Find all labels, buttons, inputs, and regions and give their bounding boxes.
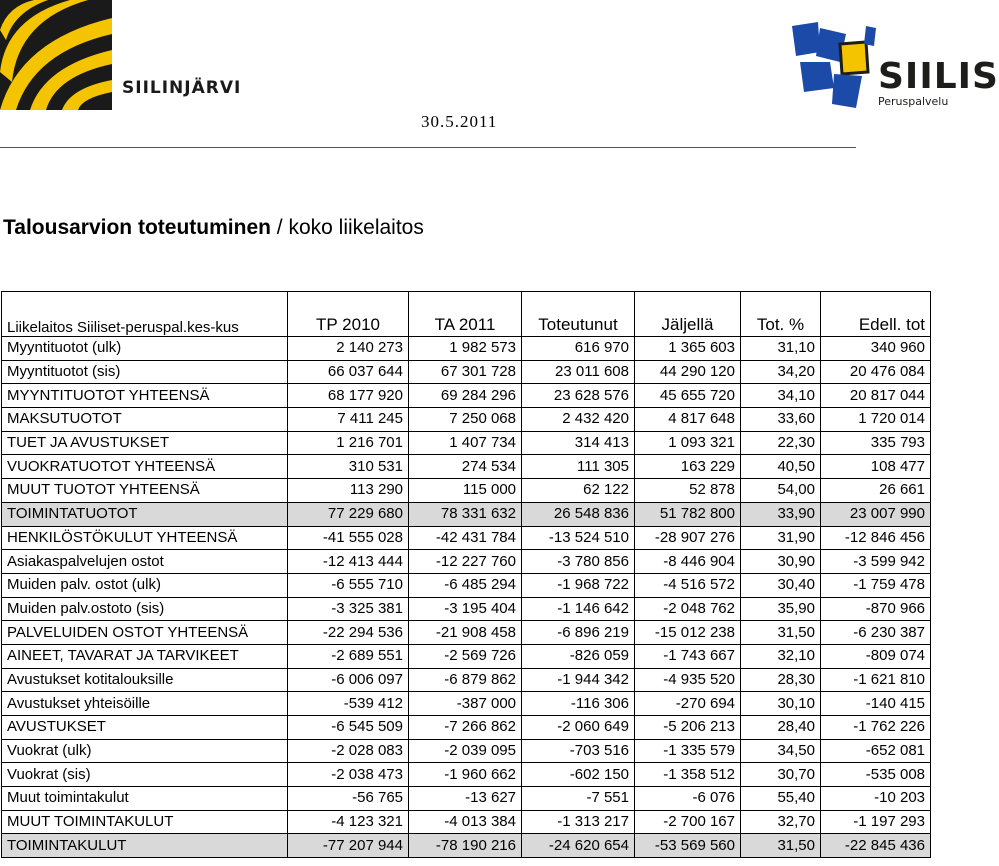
row-value-cell: 1 365 603 bbox=[635, 337, 741, 361]
row-value-cell: -2 048 762 bbox=[635, 597, 741, 621]
row-value-cell: -78 190 216 bbox=[409, 834, 522, 858]
row-value-cell: -6 555 710 bbox=[288, 573, 409, 597]
row-label: TOIMINTAKULUT bbox=[2, 834, 288, 858]
row-value-cell: 335 793 bbox=[821, 431, 931, 455]
column-header-toteutunut: Toteutunut bbox=[522, 292, 635, 337]
table-row bbox=[2, 526, 931, 550]
row-value-cell: 33,90 bbox=[741, 502, 821, 526]
row-value-cell: -1 960 662 bbox=[409, 763, 522, 787]
table-row bbox=[2, 384, 931, 408]
row-value-cell: -870 966 bbox=[821, 597, 931, 621]
budget-table bbox=[1, 291, 931, 858]
column-header-unit: Liikelaitos Siiliset-peruspal.kes-kus bbox=[2, 292, 288, 337]
row-value-cell: -2 028 083 bbox=[288, 739, 409, 763]
row-value-cell: -24 620 654 bbox=[522, 834, 635, 858]
column-header-ta2011: TA 2011 bbox=[409, 292, 522, 337]
siiliset-brand-subtext: Peruspalvelu bbox=[878, 95, 949, 108]
row-value-cell: -28 907 276 bbox=[635, 526, 741, 550]
row-value-cell: -6 230 387 bbox=[821, 621, 931, 645]
row-value-cell: -4 013 384 bbox=[409, 810, 522, 834]
row-value-cell: 55,40 bbox=[741, 787, 821, 811]
row-value-cell: 108 477 bbox=[821, 455, 931, 479]
row-value-cell: -270 694 bbox=[635, 692, 741, 716]
table-row bbox=[2, 621, 931, 645]
row-label: PALVELUIDEN OSTOT YHTEENSÄ bbox=[2, 621, 288, 645]
row-value-cell: -8 446 904 bbox=[635, 550, 741, 574]
row-value-cell: 31,10 bbox=[741, 337, 821, 361]
row-value-cell: 66 037 644 bbox=[288, 360, 409, 384]
row-value-cell: 30,70 bbox=[741, 763, 821, 787]
row-label: AINEET, TAVARAT JA TARVIKEET bbox=[2, 644, 288, 668]
row-value-cell: 34,10 bbox=[741, 384, 821, 408]
row-value-cell: -6 896 219 bbox=[522, 621, 635, 645]
row-value-cell: -1 146 642 bbox=[522, 597, 635, 621]
row-value-cell: -12 227 760 bbox=[409, 550, 522, 574]
siilinjarvi-logo bbox=[0, 0, 240, 110]
table-row bbox=[2, 408, 931, 432]
row-label: MAKSUTUOTOT bbox=[2, 408, 288, 432]
row-value-cell: -826 059 bbox=[522, 644, 635, 668]
row-value-cell: 31,50 bbox=[741, 621, 821, 645]
row-label: TUET JA AVUSTUKSET bbox=[2, 431, 288, 455]
table-body bbox=[2, 337, 931, 858]
row-value-cell: 34,20 bbox=[741, 360, 821, 384]
row-value-cell: -12 413 444 bbox=[288, 550, 409, 574]
table-row bbox=[2, 479, 931, 503]
row-value-cell: 2 140 273 bbox=[288, 337, 409, 361]
row-value-cell: -6 006 097 bbox=[288, 668, 409, 692]
row-value-cell: 52 878 bbox=[635, 479, 741, 503]
row-value-cell: -3 195 404 bbox=[409, 597, 522, 621]
document-date: 30.5.2011 bbox=[421, 112, 498, 131]
row-value-cell: -2 060 649 bbox=[522, 716, 635, 740]
row-value-cell: -1 759 478 bbox=[821, 573, 931, 597]
row-label: Myyntituotot (sis) bbox=[2, 360, 288, 384]
row-value-cell: -12 846 456 bbox=[821, 526, 931, 550]
row-value-cell: 616 970 bbox=[522, 337, 635, 361]
row-value-cell: -41 555 028 bbox=[288, 526, 409, 550]
row-value-cell: -3 599 942 bbox=[821, 550, 931, 574]
row-value-cell: 115 000 bbox=[409, 479, 522, 503]
row-value-cell: -1 743 667 bbox=[635, 644, 741, 668]
table-row bbox=[2, 337, 931, 361]
row-label: Myyntituotot (ulk) bbox=[2, 337, 288, 361]
row-value-cell: -4 516 572 bbox=[635, 573, 741, 597]
row-value-cell: -1 944 342 bbox=[522, 668, 635, 692]
column-header-tot-percent: Tot. % bbox=[741, 292, 821, 337]
row-label: Vuokrat (sis) bbox=[2, 763, 288, 787]
row-value-cell: 30,90 bbox=[741, 550, 821, 574]
row-value-cell: -535 008 bbox=[821, 763, 931, 787]
table-row bbox=[2, 739, 931, 763]
row-value-cell: -539 412 bbox=[288, 692, 409, 716]
row-value-cell: 32,10 bbox=[741, 644, 821, 668]
table-row bbox=[2, 573, 931, 597]
row-value-cell: 111 305 bbox=[522, 455, 635, 479]
row-value-cell: 30,40 bbox=[741, 573, 821, 597]
row-value-cell: 113 290 bbox=[288, 479, 409, 503]
row-value-cell: -13 524 510 bbox=[522, 526, 635, 550]
row-value-cell: -2 700 167 bbox=[635, 810, 741, 834]
row-label: AVUSTUKSET bbox=[2, 716, 288, 740]
row-value-cell: -1 621 810 bbox=[821, 668, 931, 692]
row-value-cell: 20 476 084 bbox=[821, 360, 931, 384]
row-value-cell: 163 229 bbox=[635, 455, 741, 479]
siiliset-emblem-icon bbox=[790, 22, 876, 110]
row-value-cell: 1 093 321 bbox=[635, 431, 741, 455]
row-value-cell: 7 250 068 bbox=[409, 408, 522, 432]
row-value-cell: -21 908 458 bbox=[409, 621, 522, 645]
row-value-cell: 51 782 800 bbox=[635, 502, 741, 526]
row-value-cell: 54,00 bbox=[741, 479, 821, 503]
table-row bbox=[2, 668, 931, 692]
row-value-cell: 1 720 014 bbox=[821, 408, 931, 432]
row-value-cell: 23 007 990 bbox=[821, 502, 931, 526]
row-value-cell: -10 203 bbox=[821, 787, 931, 811]
row-value-cell: 44 290 120 bbox=[635, 360, 741, 384]
row-value-cell: -116 306 bbox=[522, 692, 635, 716]
header-divider bbox=[0, 147, 856, 148]
row-value-cell: 274 534 bbox=[409, 455, 522, 479]
row-value-cell: 33,60 bbox=[741, 408, 821, 432]
row-label: Muiden palv. ostot (ulk) bbox=[2, 573, 288, 597]
row-value-cell: -4 123 321 bbox=[288, 810, 409, 834]
row-label: Avustukset kotitalouksille bbox=[2, 668, 288, 692]
table-row bbox=[2, 550, 931, 574]
row-value-cell: 34,50 bbox=[741, 739, 821, 763]
row-value-cell: -56 765 bbox=[288, 787, 409, 811]
table-header-row bbox=[2, 292, 931, 337]
row-value-cell: -4 935 520 bbox=[635, 668, 741, 692]
column-header-edell-tot: Edell. tot bbox=[821, 292, 931, 337]
siilinjarvi-brand-text: SIILINJÄRVI bbox=[122, 78, 242, 98]
row-value-cell: -2 569 726 bbox=[409, 644, 522, 668]
row-value-cell: 69 284 296 bbox=[409, 384, 522, 408]
row-value-cell: -15 012 238 bbox=[635, 621, 741, 645]
row-label: MUUT TUOTOT YHTEENSÄ bbox=[2, 479, 288, 503]
row-value-cell: 32,70 bbox=[741, 810, 821, 834]
row-value-cell: -3 780 856 bbox=[522, 550, 635, 574]
row-value-cell: -2 689 551 bbox=[288, 644, 409, 668]
row-value-cell: -77 207 944 bbox=[288, 834, 409, 858]
row-value-cell: 1 216 701 bbox=[288, 431, 409, 455]
row-value-cell: -809 074 bbox=[821, 644, 931, 668]
row-label: Asiakaspalvelujen ostot bbox=[2, 550, 288, 574]
row-value-cell: 23 628 576 bbox=[522, 384, 635, 408]
page-title-bold: Talousarvion toteutuminen bbox=[3, 216, 271, 239]
row-value-cell: -2 038 473 bbox=[288, 763, 409, 787]
page-title-rest: / koko liikelaitos bbox=[270, 216, 424, 239]
row-value-cell: 78 331 632 bbox=[409, 502, 522, 526]
table-row bbox=[2, 502, 931, 526]
siilinjarvi-emblem-icon bbox=[0, 0, 112, 110]
row-value-cell: 31,90 bbox=[741, 526, 821, 550]
column-header-jaljella: Jäljellä bbox=[635, 292, 741, 337]
table-row bbox=[2, 455, 931, 479]
row-label: MUUT TOIMINTAKULUT bbox=[2, 810, 288, 834]
row-value-cell: -6 485 294 bbox=[409, 573, 522, 597]
row-label: Avustukset yhteisöille bbox=[2, 692, 288, 716]
row-value-cell: 7 411 245 bbox=[288, 408, 409, 432]
row-value-cell: 30,10 bbox=[741, 692, 821, 716]
row-value-cell: -53 569 560 bbox=[635, 834, 741, 858]
row-value-cell: 1 982 573 bbox=[409, 337, 522, 361]
row-value-cell: 28,30 bbox=[741, 668, 821, 692]
row-value-cell: -703 516 bbox=[522, 739, 635, 763]
row-value-cell: -1 358 512 bbox=[635, 763, 741, 787]
row-value-cell: 23 011 608 bbox=[522, 360, 635, 384]
row-value-cell: 28,40 bbox=[741, 716, 821, 740]
row-value-cell: -2 039 095 bbox=[409, 739, 522, 763]
row-label: HENKILÖSTÖKULUT YHTEENSÄ bbox=[2, 526, 288, 550]
row-value-cell: -140 415 bbox=[821, 692, 931, 716]
row-value-cell: 1 407 734 bbox=[409, 431, 522, 455]
row-value-cell: 68 177 920 bbox=[288, 384, 409, 408]
row-value-cell: -6 879 862 bbox=[409, 668, 522, 692]
row-value-cell: 22,30 bbox=[741, 431, 821, 455]
table-row bbox=[2, 834, 931, 858]
row-label: Muut toimintakulut bbox=[2, 787, 288, 811]
table-row bbox=[2, 716, 931, 740]
row-value-cell: 26 661 bbox=[821, 479, 931, 503]
row-value-cell: 20 817 044 bbox=[821, 384, 931, 408]
row-value-cell: 40,50 bbox=[741, 455, 821, 479]
row-value-cell: -3 325 381 bbox=[288, 597, 409, 621]
row-label: VUOKRATUOTOT YHTEENSÄ bbox=[2, 455, 288, 479]
row-value-cell: -6 545 509 bbox=[288, 716, 409, 740]
row-value-cell: -602 150 bbox=[522, 763, 635, 787]
row-value-cell: -22 845 436 bbox=[821, 834, 931, 858]
table-row bbox=[2, 360, 931, 384]
table-row bbox=[2, 692, 931, 716]
row-value-cell: -5 206 213 bbox=[635, 716, 741, 740]
row-value-cell: 314 413 bbox=[522, 431, 635, 455]
row-value-cell: -7 551 bbox=[522, 787, 635, 811]
row-label: TOIMINTATUOTOT bbox=[2, 502, 288, 526]
row-value-cell: -1 335 579 bbox=[635, 739, 741, 763]
row-value-cell: 2 432 420 bbox=[522, 408, 635, 432]
table-row bbox=[2, 644, 931, 668]
siiliset-logo bbox=[790, 22, 999, 112]
table-row bbox=[2, 810, 931, 834]
row-value-cell: -652 081 bbox=[821, 739, 931, 763]
column-header-tp2010: TP 2010 bbox=[288, 292, 409, 337]
row-value-cell: 35,90 bbox=[741, 597, 821, 621]
table-row bbox=[2, 597, 931, 621]
row-value-cell: -1 968 722 bbox=[522, 573, 635, 597]
page-title bbox=[3, 216, 424, 240]
row-value-cell: 77 229 680 bbox=[288, 502, 409, 526]
siiliset-brand-text: SIILIS bbox=[878, 56, 999, 97]
row-value-cell: -1 762 226 bbox=[821, 716, 931, 740]
row-value-cell: 62 122 bbox=[522, 479, 635, 503]
row-value-cell: 26 548 836 bbox=[522, 502, 635, 526]
row-value-cell: 310 531 bbox=[288, 455, 409, 479]
row-value-cell: 45 655 720 bbox=[635, 384, 741, 408]
row-value-cell: 4 817 648 bbox=[635, 408, 741, 432]
row-label: Vuokrat (ulk) bbox=[2, 739, 288, 763]
table-row bbox=[2, 763, 931, 787]
row-value-cell: -7 266 862 bbox=[409, 716, 522, 740]
row-label: Muiden palv.ostoto (sis) bbox=[2, 597, 288, 621]
row-value-cell: -387 000 bbox=[409, 692, 522, 716]
row-value-cell: 340 960 bbox=[821, 337, 931, 361]
row-value-cell: -13 627 bbox=[409, 787, 522, 811]
row-value-cell: -22 294 536 bbox=[288, 621, 409, 645]
row-value-cell: -6 076 bbox=[635, 787, 741, 811]
row-value-cell: -1 313 217 bbox=[522, 810, 635, 834]
row-value-cell: -1 197 293 bbox=[821, 810, 931, 834]
row-value-cell: 67 301 728 bbox=[409, 360, 522, 384]
row-label: MYYNTITUOTOT YHTEENSÄ bbox=[2, 384, 288, 408]
row-value-cell: -42 431 784 bbox=[409, 526, 522, 550]
row-value-cell: 31,50 bbox=[741, 834, 821, 858]
table-row bbox=[2, 431, 931, 455]
table-row bbox=[2, 787, 931, 811]
